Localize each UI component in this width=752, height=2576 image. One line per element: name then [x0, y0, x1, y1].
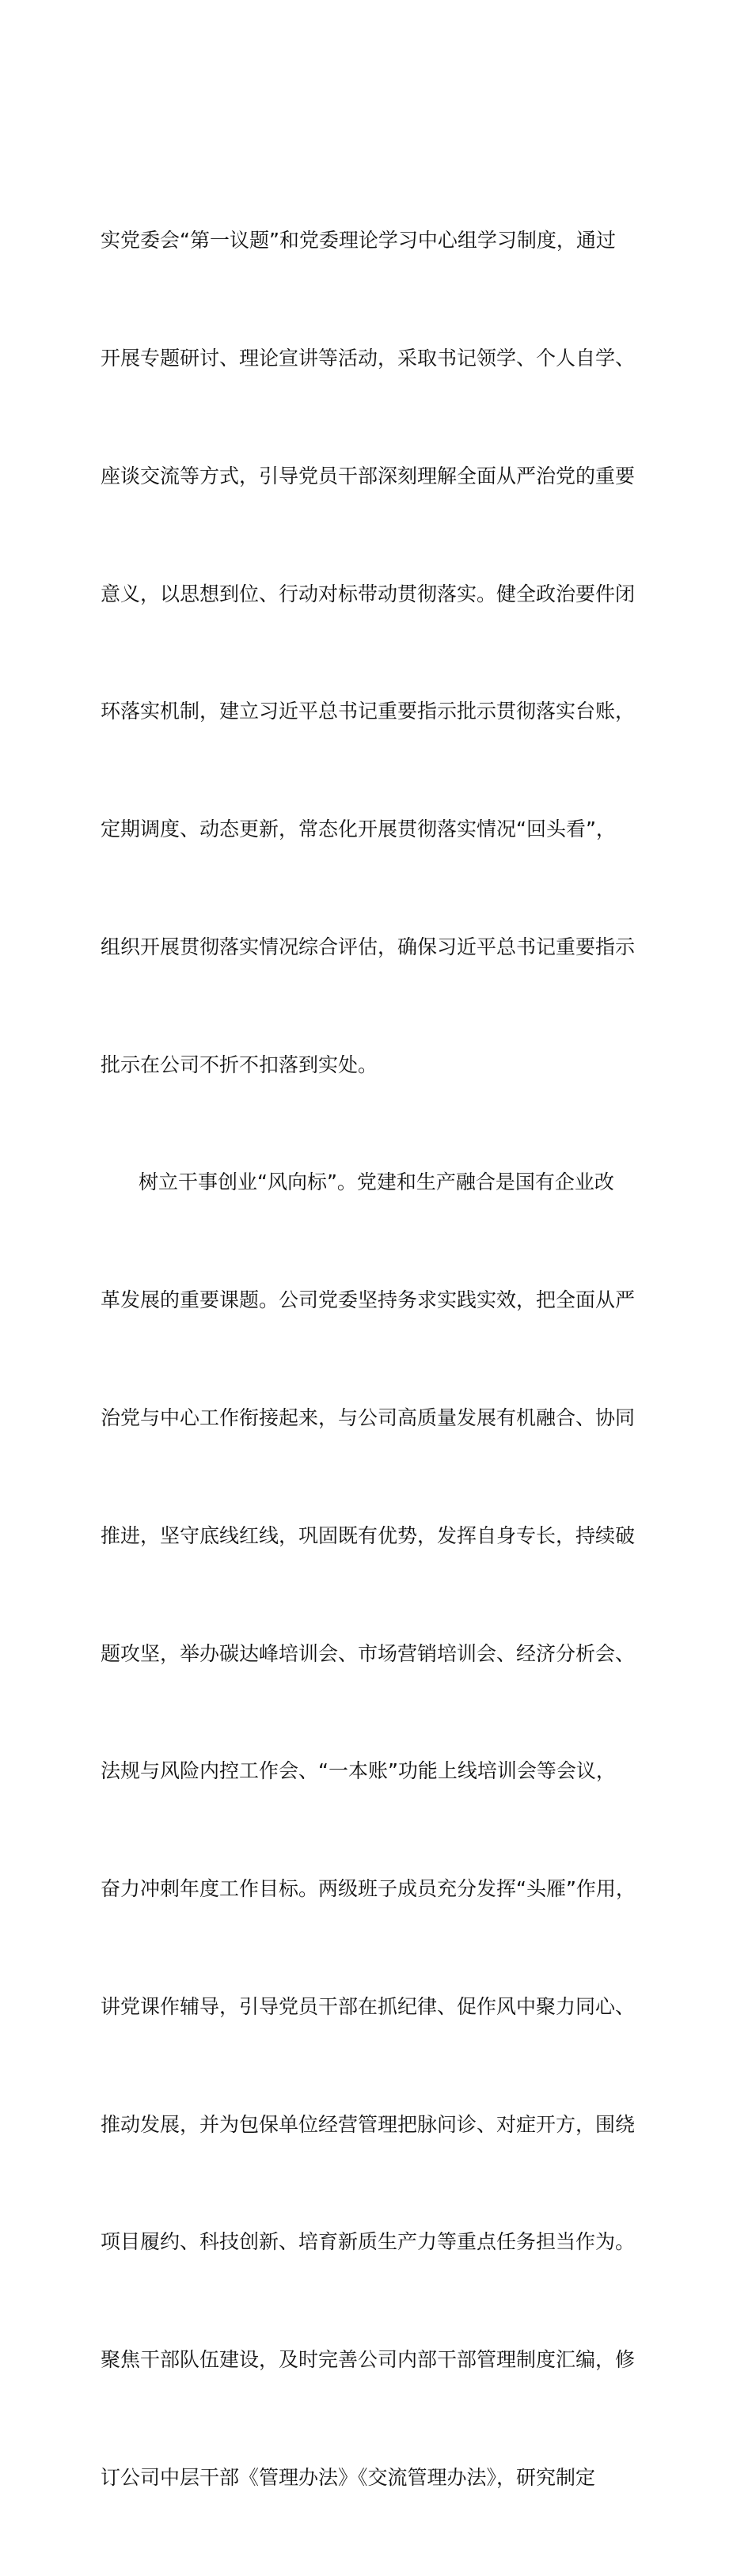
text-line: 讲党课作辅导，引导党员干部在抓纪律、促作风中聚力同心、	[101, 1994, 636, 2018]
text-line: 定期调度、动态更新，常态化开展贯彻落实情况“回头看”，	[101, 818, 616, 841]
text-line: 推动发展，并为包保单位经营管理把脉问诊、对症开方，围绕	[101, 2112, 636, 2136]
text-line: 座谈交流等方式，引导党员干部深刻理解全面从严治党的重要	[101, 464, 636, 488]
text-line: 环落实机制，建立习近平总书记重要指示批示贯彻落实台账，	[101, 700, 636, 723]
text-line: 推进，坚守底线红线，巩固既有优势，发挥自身专长，持续破	[101, 1523, 636, 1547]
text-line: 批示在公司不折不扣落到实处。	[101, 1053, 378, 1076]
text-line: 订公司中层干部《管理办法》《交流管理办法》，研究制定	[101, 2466, 596, 2490]
body-text	[101, 142, 670, 2576]
text-line: 革发展的重要课题。公司党委坚持务求实践实效，把全面从严	[101, 1288, 636, 1312]
text-line: 实党委会“第一议题”和党委理论学习中心组学习制度，通过	[101, 229, 616, 252]
text-line: 法规与风险内控工作会、“一本账”功能上线培训会等会议，	[101, 1759, 616, 1783]
text-line: 组织开展贯彻落实情况综合评估，确保习近平总书记重要指示	[101, 935, 636, 958]
text-line: 治党与中心工作衔接起来，与公司高质量发展有机融合、协同	[101, 1406, 636, 1429]
text-line: 奋力冲刺年度工作目标。两级班子成员充分发挥“头雁”作用，	[101, 1877, 636, 1901]
text-line: 聚焦干部队伍建设，及时完善公司内部干部管理制度汇编，修	[101, 2348, 636, 2372]
text-line: 题攻坚，举办碳达峰培训会、市场营销培训会、经济分析会、	[101, 1641, 636, 1665]
paragraph-heading-line: 树立干事创业“风向标”。党建和生产融合是国有企业改	[139, 1170, 614, 1194]
text-line: 开展专题研讨、理论宣讲等活动，采取书记领学、个人自学、	[101, 346, 636, 370]
text-line: 意义，以思想到位、行动对标带动贯彻落实。健全政治要件闭	[101, 582, 636, 605]
text-line: 项目履约、科技创新、培育新质生产力等重点任务担当作为。	[101, 2230, 636, 2254]
